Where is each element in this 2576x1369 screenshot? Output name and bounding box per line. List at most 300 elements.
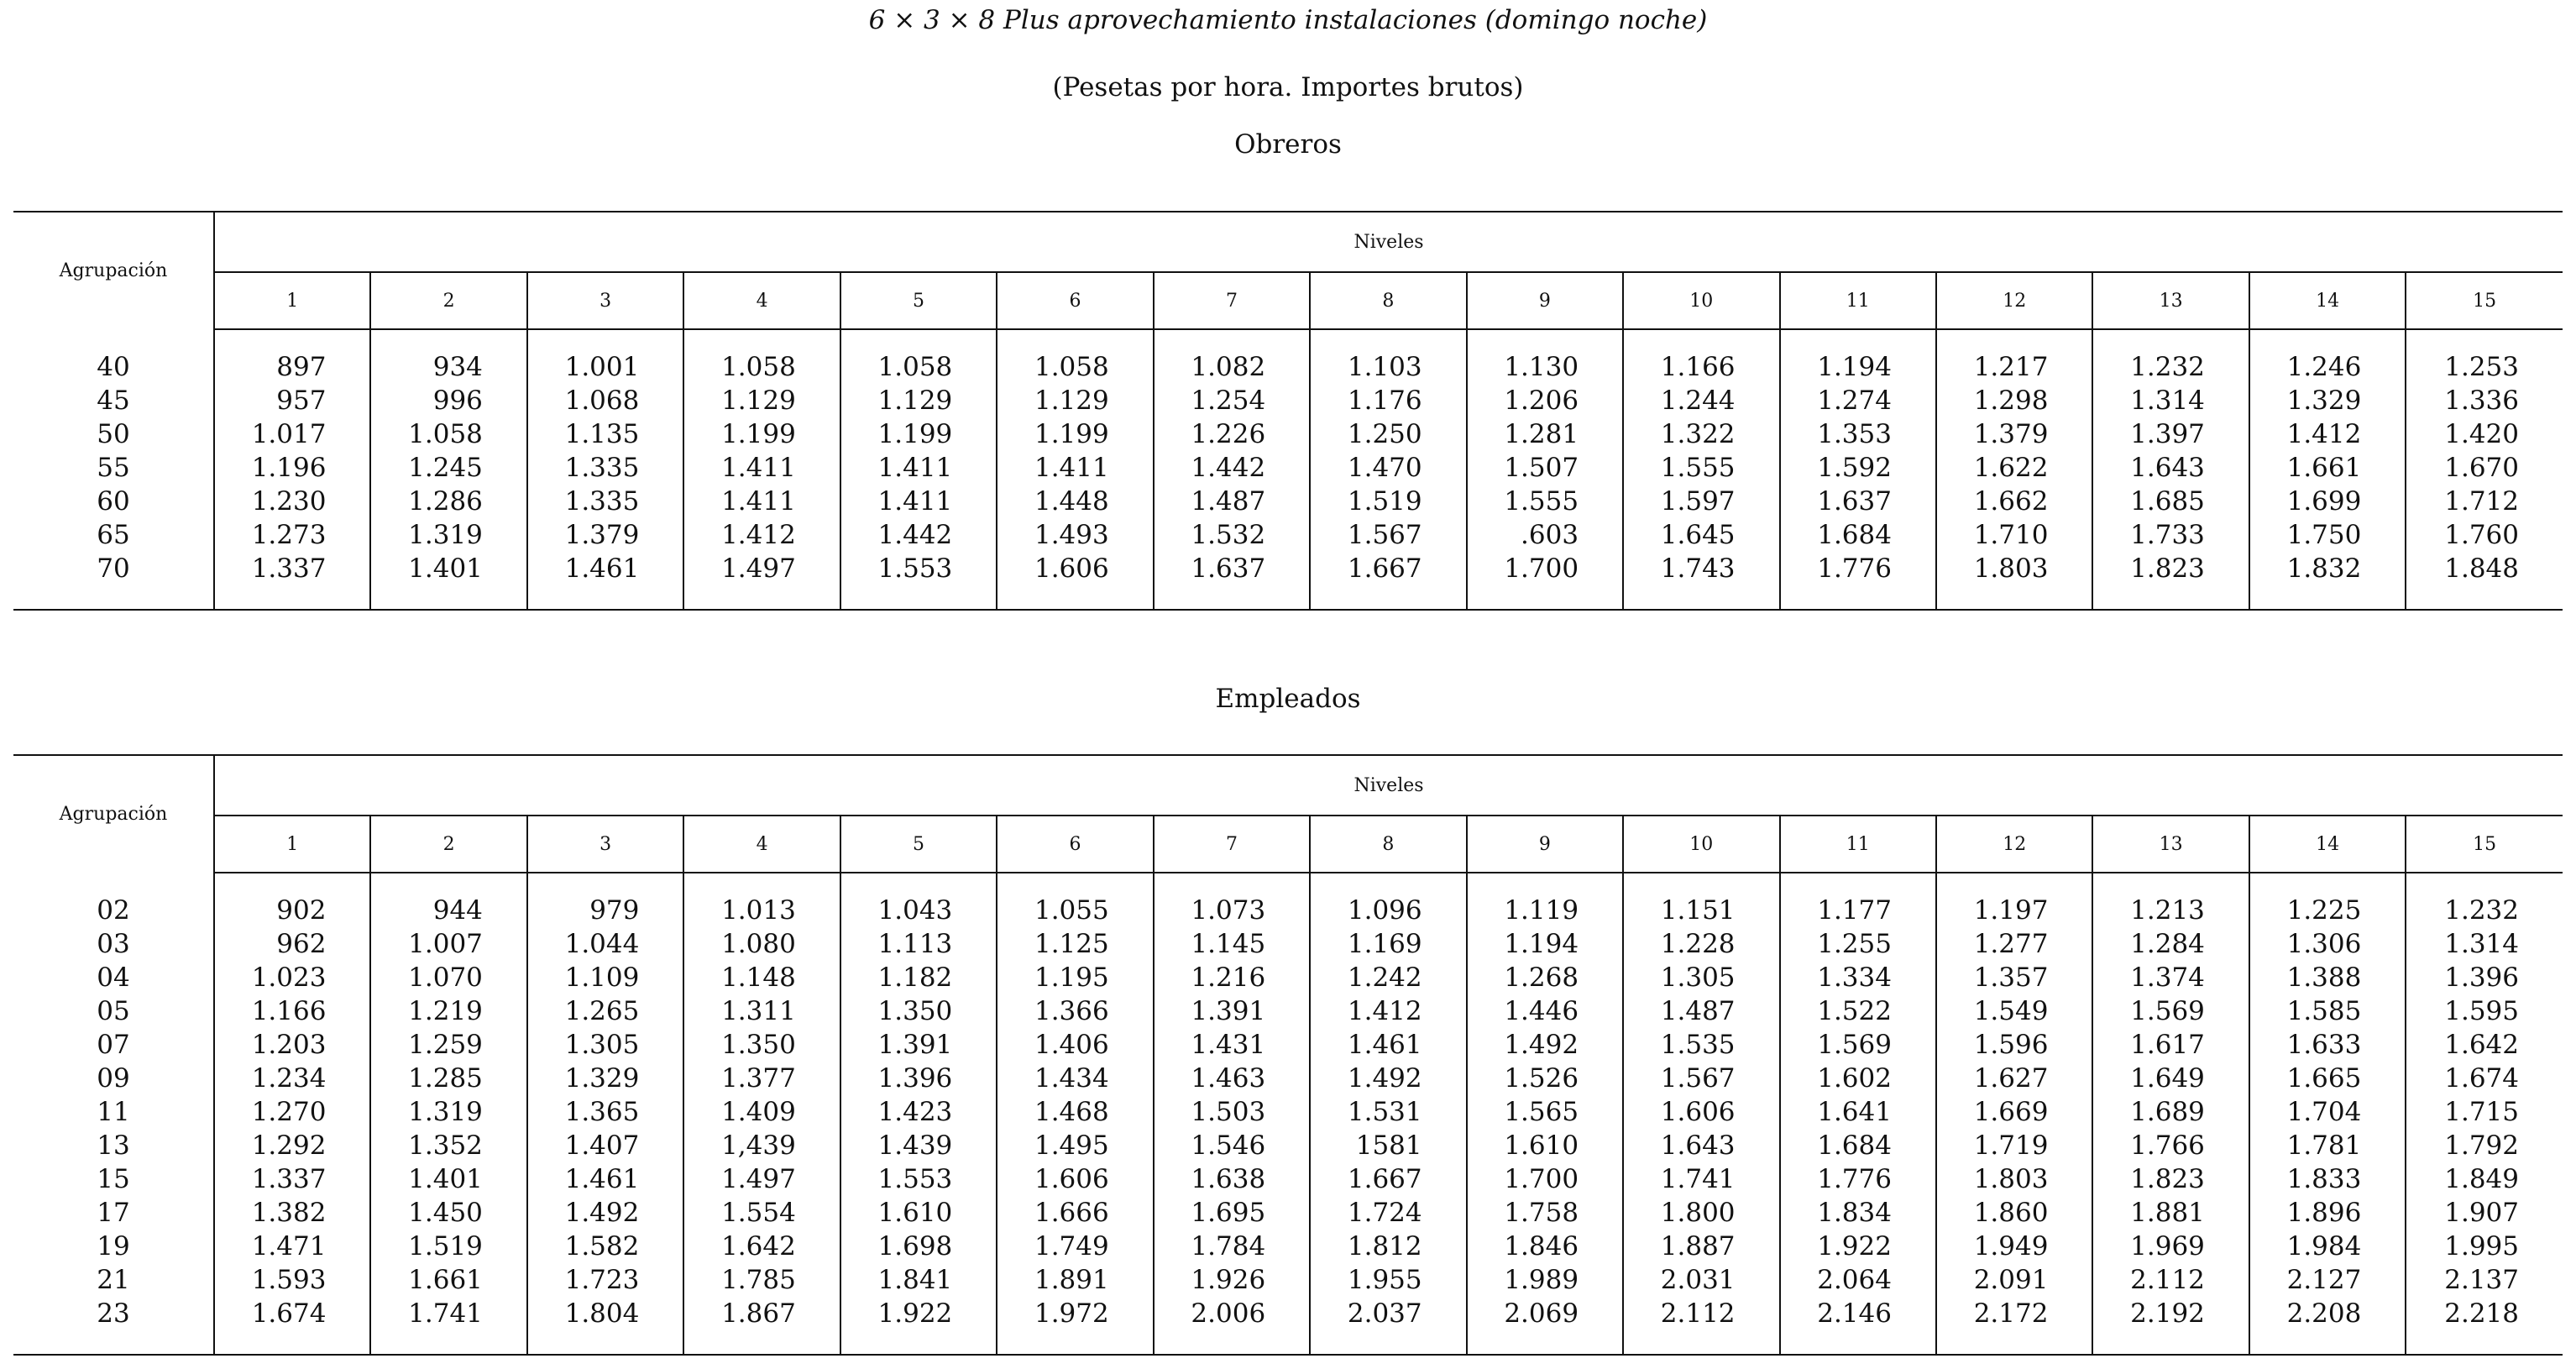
value-cell: 1.336	[2444, 386, 2519, 416]
level-header: 13	[2092, 272, 2249, 329]
value-cell: 1.103	[1310, 350, 1466, 384]
value-cell: 1.670	[2444, 453, 2519, 483]
value-cell: 2.031	[1623, 1263, 1779, 1297]
value-cell: 1.487	[1154, 485, 1310, 518]
value-cell: 1.203	[214, 1028, 370, 1062]
value-cell: 1.689	[2092, 1095, 2249, 1129]
value-cell: 1.245	[370, 451, 526, 485]
value-cell: 1.642	[683, 1230, 840, 1263]
value-cell: 1.645	[1623, 518, 1779, 552]
value-cell: 1.109	[527, 961, 683, 994]
spacer-row	[13, 329, 2563, 350]
value-cell: 1.555	[1623, 451, 1779, 485]
value-cell: 2.064	[1780, 1263, 1936, 1297]
value-cell: 1.685	[2092, 485, 2249, 518]
value-cell: 1.823	[2092, 1162, 2249, 1196]
group-cell: 07	[13, 1028, 214, 1062]
value-cell: .603	[1467, 518, 1623, 552]
value-cell: 1.606	[997, 552, 1153, 585]
value-cell: 1.391	[1154, 994, 1310, 1028]
value-cell: 1.319	[370, 1095, 526, 1129]
value-cell: 1.695	[1154, 1196, 1310, 1230]
value-cell: 1.285	[370, 1062, 526, 1095]
value-cell: 1.407	[527, 1129, 683, 1162]
value-cell: 1.446	[1467, 994, 1623, 1028]
value-cell: 1.610	[1467, 1129, 1623, 1162]
value-cell: 1.350	[840, 994, 997, 1028]
table-row	[13, 1095, 2563, 1129]
value-cell: 1,439	[683, 1129, 840, 1162]
value-cell: 1.582	[527, 1230, 683, 1263]
group-cell: 15	[13, 1162, 214, 1196]
table-row	[13, 1062, 2563, 1095]
value-cell: 902	[214, 894, 370, 927]
value-cell: 1.270	[214, 1095, 370, 1129]
value-cell: 1.448	[997, 485, 1153, 518]
value-cell: 1.259	[370, 1028, 526, 1062]
value-cell: 1.411	[997, 451, 1153, 485]
group-cell: 65	[13, 518, 214, 552]
value-cell: 1.129	[683, 384, 840, 417]
value-cell: 1.365	[527, 1095, 683, 1129]
level-header: 10	[1623, 272, 1779, 329]
value-cell: 1.700	[1467, 1162, 1623, 1196]
value-cell: 1.423	[840, 1095, 997, 1129]
value-cell: 1.353	[1780, 417, 1936, 451]
value-cell: 1.412	[1310, 994, 1466, 1028]
value-cell: 1.439	[840, 1129, 997, 1162]
value-cell: 1.492	[1467, 1028, 1623, 1062]
value-cell: 979	[527, 894, 683, 927]
value-cell: 1.723	[527, 1263, 683, 1297]
value-cell: 1.546	[1154, 1129, 1310, 1162]
value-cell: 1.733	[2092, 518, 2249, 552]
value-cell: 1.461	[1310, 1028, 1466, 1062]
value-cell: 1.391	[840, 1028, 997, 1062]
value-cell: 1.265	[527, 994, 683, 1028]
value-cell: 1.637	[1154, 552, 1310, 585]
group-cell: 04	[13, 961, 214, 994]
value-cell: 1.151	[1623, 894, 1779, 927]
value-cell: 2.112	[1623, 1297, 1779, 1330]
value-cell: 1.887	[1623, 1230, 1779, 1263]
levels-header: Niveles	[214, 755, 2563, 816]
value-cell: 1.411	[840, 485, 997, 518]
value-cell: 1.661	[370, 1263, 526, 1297]
value-cell: 1.700	[1467, 552, 1623, 585]
value-cell: 1.130	[1467, 350, 1623, 384]
spacer-row	[13, 585, 2563, 610]
value-cell: 1.567	[1310, 518, 1466, 552]
level-header: 6	[997, 816, 1153, 873]
group-cell: 02	[13, 894, 214, 927]
value-cell: 1.379	[1936, 417, 2092, 451]
level-header: 8	[1310, 272, 1466, 329]
value-cell: 1.199	[997, 417, 1153, 451]
group-cell: 21	[13, 1263, 214, 1297]
value-cell: 1.776	[1780, 552, 1936, 585]
value-cell: 1.461	[527, 552, 683, 585]
table-row	[13, 350, 2563, 384]
level-header: 11	[1780, 272, 1936, 329]
value-cell: 1.922	[1780, 1230, 1936, 1263]
value-cell: 1.442	[840, 518, 997, 552]
document-title: 6 × 3 × 8 Plus aprovechamiento instalaciones (domingo noche)	[868, 5, 1708, 35]
level-header-row	[13, 816, 2563, 873]
value-cell: 1.593	[214, 1263, 370, 1297]
level-header: 3	[527, 272, 683, 329]
table-row	[13, 961, 2563, 994]
value-cell: 1.007	[370, 927, 526, 961]
group-column-header: Agrupación	[13, 212, 214, 329]
value-cell: 1.833	[2249, 1162, 2406, 1196]
value-cell: 1.785	[683, 1263, 840, 1297]
table-empleados	[13, 754, 2563, 1356]
value-cell: 1.148	[683, 961, 840, 994]
value-cell: 1.704	[2249, 1095, 2406, 1129]
value-cell: 1.319	[370, 518, 526, 552]
level-header: 11	[1780, 816, 1936, 873]
value-cell: 1.461	[527, 1162, 683, 1196]
value-cell: 1.397	[2092, 417, 2249, 451]
value-cell: 1.832	[2249, 552, 2406, 585]
value-cell: 1.665	[2249, 1062, 2406, 1095]
level-header: 15	[2406, 272, 2563, 329]
value-cell: 1.984	[2249, 1230, 2406, 1263]
value-cell: 1.642	[2444, 1030, 2519, 1060]
table-row	[13, 927, 2563, 961]
value-cell: 1.234	[214, 1062, 370, 1095]
value-cell: 1.803	[1936, 1162, 2092, 1196]
group-cell: 40	[13, 350, 214, 384]
table-row	[13, 1028, 2563, 1062]
value-cell: 1.206	[1467, 384, 1623, 417]
value-cell: 1.242	[1310, 961, 1466, 994]
value-cell: 1.995	[2444, 1231, 2519, 1261]
value-cell: 1.860	[1936, 1196, 2092, 1230]
value-cell: 1.606	[997, 1162, 1153, 1196]
level-header: 6	[997, 272, 1153, 329]
table-row	[13, 1129, 2563, 1162]
value-cell: 1.377	[683, 1062, 840, 1095]
value-cell: 1.849	[2444, 1164, 2519, 1194]
value-cell: 2.037	[1310, 1297, 1466, 1330]
value-cell: 1.292	[214, 1129, 370, 1162]
value-cell: 1.253	[2444, 352, 2519, 382]
value-cell: 1.228	[1623, 927, 1779, 961]
value-cell: 1.396	[2444, 962, 2519, 993]
value-cell: 1.284	[2092, 927, 2249, 961]
value-cell: 1.661	[2249, 451, 2406, 485]
value-cell: 1.519	[1310, 485, 1466, 518]
value-cell: 1.058	[840, 350, 997, 384]
value-cell: 1.244	[1623, 384, 1779, 417]
value-cell: 1.710	[1936, 518, 2092, 552]
value-cell: 897	[214, 350, 370, 384]
value-cell: 1.298	[1936, 384, 2092, 417]
value-cell: 1.176	[1310, 384, 1466, 417]
value-cell: 1.058	[683, 350, 840, 384]
value-cell: 2.137	[2444, 1265, 2519, 1295]
value-cell: 1.217	[1936, 350, 2092, 384]
value-cell: 1.431	[1154, 1028, 1310, 1062]
value-cell: 1.758	[1467, 1196, 1623, 1230]
value-cell: 1.194	[1780, 350, 1936, 384]
value-cell: 1.585	[2249, 994, 2406, 1028]
value-cell: 1.662	[1936, 485, 2092, 518]
value-cell: 2.218	[2444, 1298, 2519, 1329]
table-row	[13, 1263, 2563, 1297]
value-cell: 1.553	[840, 1162, 997, 1196]
value-cell: 1.698	[840, 1230, 997, 1263]
value-cell: 1.226	[1154, 417, 1310, 451]
value-cell: 1.379	[527, 518, 683, 552]
table-row	[13, 1230, 2563, 1263]
level-header: 7	[1154, 272, 1310, 329]
value-cell: 1.597	[1623, 485, 1779, 518]
value-cell: 1.335	[527, 451, 683, 485]
value-cell: 1.519	[370, 1230, 526, 1263]
value-cell: 1.246	[2249, 350, 2406, 384]
value-cell: 1.766	[2092, 1129, 2249, 1162]
value-cell: 1.565	[1467, 1095, 1623, 1129]
value-cell: 1.182	[840, 961, 997, 994]
level-header: 9	[1467, 816, 1623, 873]
value-cell: 1.507	[1467, 451, 1623, 485]
value-cell: 1.776	[1780, 1162, 1936, 1196]
level-header: 3	[527, 816, 683, 873]
table-row	[13, 552, 2563, 585]
value-cell: 1.643	[1623, 1129, 1779, 1162]
value-cell: 2.006	[1154, 1297, 1310, 1330]
value-cell: 1.743	[1623, 552, 1779, 585]
value-cell: 1.907	[2444, 1198, 2519, 1228]
table-row	[13, 384, 2563, 417]
value-cell: 934	[370, 350, 526, 384]
level-header: 4	[683, 272, 840, 329]
value-cell: 1.401	[370, 552, 526, 585]
value-cell: 1.281	[1467, 417, 1623, 451]
level-header: 12	[1936, 816, 2092, 873]
value-cell: 1.254	[1154, 384, 1310, 417]
value-cell: 1.213	[2092, 894, 2249, 927]
level-header: 14	[2249, 816, 2406, 873]
value-cell: 1.535	[1623, 1028, 1779, 1062]
value-cell: 1.337	[214, 552, 370, 585]
value-cell: 1.350	[683, 1028, 840, 1062]
value-cell: 1.013	[683, 894, 840, 927]
level-header: 2	[370, 816, 526, 873]
group-column-header: Agrupación	[13, 755, 214, 873]
value-cell: 2.112	[2092, 1263, 2249, 1297]
group-cell: 23	[13, 1297, 214, 1330]
value-cell: 1.274	[1780, 384, 1936, 417]
value-cell: 1.169	[1310, 927, 1466, 961]
group-cell: 50	[13, 417, 214, 451]
value-cell: 1.800	[1623, 1196, 1779, 1230]
value-cell: 1.669	[1936, 1095, 2092, 1129]
value-cell: 1.596	[1936, 1028, 2092, 1062]
value-cell: 1.277	[1936, 927, 2092, 961]
value-cell: 1.329	[527, 1062, 683, 1095]
value-cell: 1.531	[1310, 1095, 1466, 1129]
value-cell: 1.503	[1154, 1095, 1310, 1129]
value-cell: 1.406	[997, 1028, 1153, 1062]
value-cell: 1.314	[2444, 929, 2519, 959]
level-header-row	[13, 272, 2563, 329]
value-cell: 1.922	[840, 1297, 997, 1330]
level-header: 14	[2249, 272, 2406, 329]
level-header: 1	[214, 272, 370, 329]
value-cell: 1.492	[527, 1196, 683, 1230]
value-cell: 1.667	[1310, 552, 1466, 585]
table-row	[13, 518, 2563, 552]
group-cell: 60	[13, 485, 214, 518]
value-cell: 1.522	[1780, 994, 1936, 1028]
value-cell: 1.055	[997, 894, 1153, 927]
value-cell: 1.314	[2092, 384, 2249, 417]
value-cell: 1.784	[1154, 1230, 1310, 1263]
value-cell: 1.569	[1780, 1028, 1936, 1062]
group-cell: 11	[13, 1095, 214, 1129]
value-cell: 1.250	[1310, 417, 1466, 451]
value-cell: 1.684	[1780, 1129, 1936, 1162]
section-title-obreros: Obreros	[1234, 129, 1342, 160]
value-cell: 1.602	[1780, 1062, 1936, 1095]
table-row	[13, 1297, 2563, 1330]
value-cell: 1.684	[1780, 518, 1936, 552]
value-cell: 1.434	[997, 1062, 1153, 1095]
value-cell: 1.627	[1936, 1062, 2092, 1095]
value-cell: 1.409	[683, 1095, 840, 1129]
value-cell: 1.017	[214, 417, 370, 451]
value-cell: 1.526	[1467, 1062, 1623, 1095]
value-cell: 1.374	[2092, 961, 2249, 994]
value-cell: 1.082	[1154, 350, 1310, 384]
value-cell: 1.166	[214, 994, 370, 1028]
value-cell: 1.232	[2092, 350, 2249, 384]
value-cell: 1.197	[1936, 894, 2092, 927]
table-row	[13, 485, 2563, 518]
value-cell: 1.955	[1310, 1263, 1466, 1297]
value-cell: 1.232	[2444, 895, 2519, 926]
value-cell: 1.674	[2444, 1063, 2519, 1094]
value-cell: 1.219	[370, 994, 526, 1028]
value-cell: 1.492	[1310, 1062, 1466, 1095]
value-cell: 2.069	[1467, 1297, 1623, 1330]
value-cell: 1.641	[1780, 1095, 1936, 1129]
value-cell: 1.080	[683, 927, 840, 961]
value-cell: 1.382	[214, 1196, 370, 1230]
value-cell: 1.803	[1936, 552, 2092, 585]
value-cell: 1.471	[214, 1230, 370, 1263]
value-cell: 1.749	[997, 1230, 1153, 1263]
value-cell: 1.357	[1936, 961, 2092, 994]
value-cell: 1.195	[997, 961, 1153, 994]
group-cell: 17	[13, 1196, 214, 1230]
value-cell: 1.329	[2249, 384, 2406, 417]
value-cell: 1.412	[683, 518, 840, 552]
value-cell: 1.255	[1780, 927, 1936, 961]
level-header: 2	[370, 272, 526, 329]
value-cell: 1.273	[214, 518, 370, 552]
value-cell: 1.044	[527, 927, 683, 961]
value-cell: 1.199	[840, 417, 997, 451]
value-cell: 1.411	[683, 485, 840, 518]
value-cell: 1.638	[1154, 1162, 1310, 1196]
value-cell: 1.058	[370, 417, 526, 451]
value-cell: 1.468	[997, 1095, 1153, 1129]
value-cell: 1.848	[2444, 553, 2519, 584]
spacer-row	[13, 1330, 2563, 1355]
value-cell: 1.804	[527, 1297, 683, 1330]
group-cell: 05	[13, 994, 214, 1028]
spacer-row	[13, 873, 2563, 894]
value-cell: 1.199	[683, 417, 840, 451]
level-header: 5	[840, 272, 997, 329]
value-cell: 957	[214, 384, 370, 417]
level-header: 4	[683, 816, 840, 873]
value-cell: 1.113	[840, 927, 997, 961]
table-row	[13, 1162, 2563, 1196]
value-cell: 1.306	[2249, 927, 2406, 961]
value-cell: 1.834	[1780, 1196, 1936, 1230]
value-cell: 2.146	[1780, 1297, 1936, 1330]
value-cell: 1.334	[1780, 961, 1936, 994]
value-cell: 1.135	[527, 417, 683, 451]
value-cell: 1.493	[997, 518, 1153, 552]
section-title-empleados: Empleados	[1215, 684, 1361, 714]
value-cell: 1.867	[683, 1297, 840, 1330]
value-cell: 1.216	[1154, 961, 1310, 994]
value-cell: 1.442	[1154, 451, 1310, 485]
value-cell: 1.043	[840, 894, 997, 927]
value-cell: 1.989	[1467, 1263, 1623, 1297]
value-cell: 1.554	[683, 1196, 840, 1230]
value-cell: 1.411	[683, 451, 840, 485]
value-cell: 1.470	[1310, 451, 1466, 485]
value-cell: 1.666	[997, 1196, 1153, 1230]
value-cell: 1.096	[1310, 894, 1466, 927]
value-cell: 1.792	[2444, 1130, 2519, 1161]
value-cell: 1.145	[1154, 927, 1310, 961]
value-cell: 1.286	[370, 485, 526, 518]
value-cell: 1.322	[1623, 417, 1779, 451]
value-cell: 1.606	[1623, 1095, 1779, 1129]
value-cell: 1.068	[527, 384, 683, 417]
group-cell: 13	[13, 1129, 214, 1162]
group-cell: 70	[13, 552, 214, 585]
level-header: 5	[840, 816, 997, 873]
value-cell: 1.073	[1154, 894, 1310, 927]
value-cell: 1.129	[997, 384, 1153, 417]
value-cell: 1.846	[1467, 1230, 1623, 1263]
value-cell: 1.569	[2092, 994, 2249, 1028]
value-cell: 1.741	[1623, 1162, 1779, 1196]
value-cell: 1.724	[1310, 1196, 1466, 1230]
value-cell: 1.166	[1623, 350, 1779, 384]
value-cell: 1.633	[2249, 1028, 2406, 1062]
value-cell: 1.268	[1467, 961, 1623, 994]
value-cell: 996	[370, 384, 526, 417]
value-cell: 1.196	[214, 451, 370, 485]
level-header: 10	[1623, 816, 1779, 873]
value-cell: 1.411	[840, 451, 997, 485]
value-cell: 1.881	[2092, 1196, 2249, 1230]
value-cell: 1.125	[997, 927, 1153, 961]
value-cell: 1.305	[1623, 961, 1779, 994]
value-cell: 1.715	[2444, 1097, 2519, 1127]
